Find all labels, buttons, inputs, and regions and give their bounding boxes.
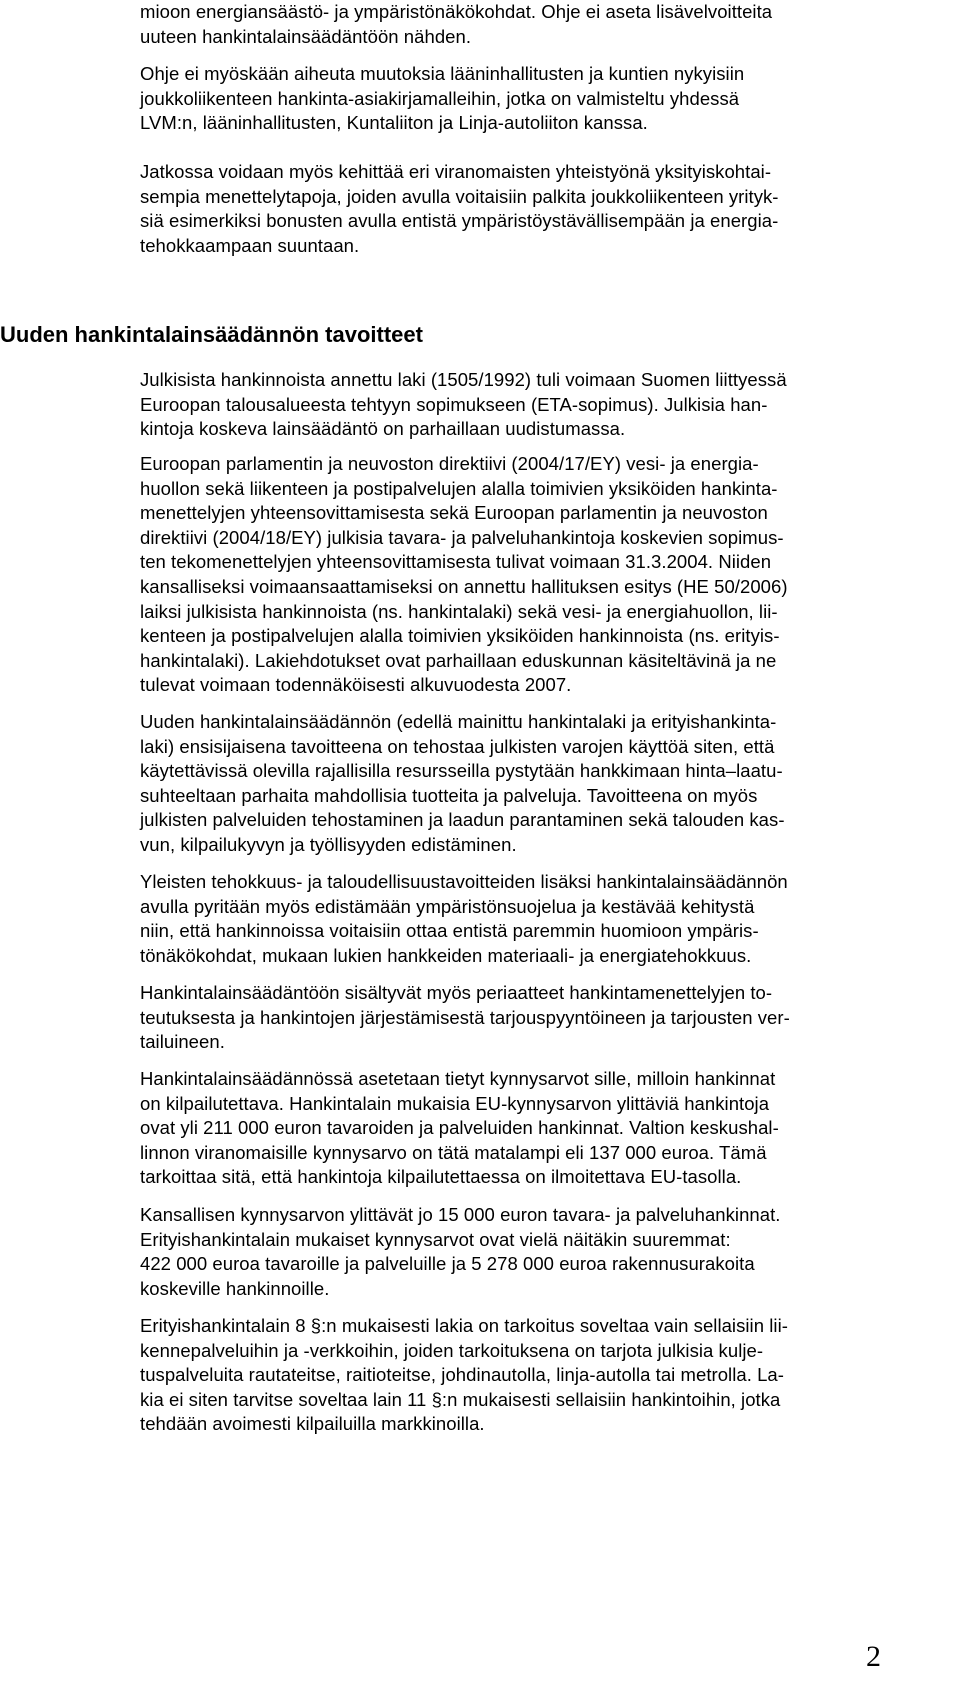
text-line: kansalliseksi voimaansaattamiseksi on annettu hallituksen esitys (HE 50/2006) xyxy=(140,575,788,597)
text-line: teutuksesta ja hankintojen järjestämisestä tarjouspyyntöineen ja tarjousten ver- xyxy=(140,1006,790,1028)
text-line: tailuineen. xyxy=(140,1031,225,1053)
text-line: direktiivi (2004/18/EY) julkisia tavara- ja palveluhankintoja koskevien sopimus- xyxy=(140,526,784,548)
text-line: 422 000 euroa tavaroille ja palveluille ja 5 278 000 euroa rakennusurakoita xyxy=(140,1253,755,1275)
paragraph-special-procurement-act xyxy=(140,1314,885,1437)
text-line: Uuden hankintalainsäädännön (edellä mainittu hankintalaki ja erityishankinta- xyxy=(140,711,777,732)
text-line: on kilpailutettava. Hankintalain mukaisia EU-kynnysarvon ylittäviä hankintoja xyxy=(140,1092,770,1114)
paragraph-procurement-act xyxy=(140,368,885,442)
text-line: niin, että hankinnoissa voitaisiin ottaa entistä paremmin huomioon ympäris- xyxy=(140,920,759,942)
text-line: linnon viranomaisille kynnysarvo on tätä matalampi eli 137 000 euroa. Tämä xyxy=(140,1141,767,1163)
text-line: Jatkossa voidaan myös kehittää eri viranomaisten yhteistyönä yksityiskohtai- xyxy=(140,161,772,182)
text-line: ovat yli 211 000 euron tavaroiden ja palveluiden hankinnat. Valtion keskushal- xyxy=(140,1117,779,1139)
text-line: LVM:n, lääninhallitusten, Kuntaliiton ja Linja-autoliiton kanssa. xyxy=(140,112,648,134)
text-line: Ohje ei myöskään aiheuta muutoksia lääninhallitusten ja kuntien nykyisiin xyxy=(140,63,745,84)
text-line: mioon energiansäästö- ja ympäristönäkökohdat. Ohje ei aseta lisävelvoitteita xyxy=(140,1,773,22)
text-line: Kansallisen kynnysarvon ylittävät jo 15 000 euron tavara- ja palveluhankinnat. xyxy=(140,1204,781,1225)
paragraph-future-cooperation xyxy=(140,160,885,258)
text-line: julkisten palveluiden tehostaminen ja laadun parantaminen sekä talouden kas- xyxy=(140,809,785,831)
text-line: koskeville hankinnoille. xyxy=(140,1277,330,1299)
text-line: tönäkökohdat, mukaan lukien hankkeiden materiaali- ja energiatehokkuus. xyxy=(140,944,752,966)
text-line: kennepalveluihin ja -verkkoihin, joiden tarkoituksena on tarjota julkisia kulje- xyxy=(140,1339,764,1361)
text-line: tarkoittaa sitä, että hankintoja kilpailutettaessa on ilmoitettava EU-tasolla. xyxy=(140,1166,742,1188)
text-line: Euroopan parlamentin ja neuvoston direktiivi (2004/17/EY) vesi- ja energia- xyxy=(140,453,759,474)
page-number: 2 xyxy=(866,1640,881,1673)
text-line: menettelyjen yhteensovittamisesta sekä Euroopan parlamentin ja neuvoston xyxy=(140,502,768,524)
text-line: käytettävissä olevilla rajallisilla resursseilla pystytään hankkimaan hinta–laatu- xyxy=(140,760,783,782)
text-line: siä esimerkiksi bonusten avulla entistä ympäristöystävällisempään ja energia- xyxy=(140,210,779,232)
text-line: Julkisista hankinnoista annettu laki (1505/1992) tuli voimaan Suomen liittyessä xyxy=(140,369,787,390)
text-line: hankintalaki). Lakiehdotukset ovat parhaillaan eduskunnan käsiteltävinä ja ne xyxy=(140,649,777,671)
paragraph-eu-thresholds xyxy=(140,1067,885,1190)
text-line: joukkoliikenteen hankinta-asiakirjamalleihin, jotka on valmisteltu yhdessä xyxy=(140,87,740,109)
text-line: ten tekomenettelyjen yhteensovittamisesta tulivat voimaan 31.3.2004. Niiden xyxy=(140,551,772,573)
text-line: vun, kilpailukyvyn ja työllisyyden edistäminen. xyxy=(140,833,517,855)
paragraph-environmental-goals xyxy=(140,870,885,968)
text-line: tulevat voimaan todennäköisesti alkuvuodesta 2007. xyxy=(140,674,572,696)
text-line: kenteen ja postipalvelujen alalla toimivien yksiköiden hankinnoista (ns. erityis- xyxy=(140,625,780,647)
text-line: avulla pyritään myös edistämään ympäristönsuojelua ja kestävää kehitystä xyxy=(140,895,755,917)
text-line: Erityishankintalain mukaiset kynnysarvot ovat vielä näitäkin suuremmat: xyxy=(140,1228,731,1250)
text-line: tehokkaampaan suuntaan. xyxy=(140,234,360,256)
text-line: huollon sekä liikenteen ja postipalvelujen alalla toimivien yksiköiden hankinta- xyxy=(140,477,778,499)
text-line: kintoja koskeva lainsäädäntö on parhaillaan uudistumassa. xyxy=(140,418,626,440)
text-line: Yleisten tehokkuus- ja taloudellisuustavoitteiden lisäksi hankintalainsäädännön xyxy=(140,871,788,892)
paragraph-eu-directives xyxy=(140,452,885,698)
text-line: laki) ensisijaisena tavoitteena on tehostaa julkisten varojen käyttöä siten, että xyxy=(140,735,775,757)
text-line: tehdään avoimesti kilpailuilla markkinoilla. xyxy=(140,1413,485,1435)
paragraph-legislation-goals xyxy=(140,710,885,858)
text-line: Hankintalainsäädännössä asetetaan tietyt kynnysarvot sille, milloin hankinnat xyxy=(140,1068,776,1089)
text-line: Erityishankintalain 8 §:n mukaisesti lakia on tarkoitus soveltaa vain sellaisiin lii- xyxy=(140,1315,788,1336)
text-line: Hankintalainsäädäntöön sisältyvät myös periaatteet hankintamenettelyjen to- xyxy=(140,982,773,1003)
text-line: uuteen hankintalainsäädäntöön nähden. xyxy=(140,25,472,47)
paragraph-procurement-templates xyxy=(140,62,885,136)
text-line: Euroopan talousalueesta tehtyyn sopimukseen (ETA-sopimus). Julkisia han- xyxy=(140,393,768,415)
section-heading: Uuden hankintalainsäädännön tavoitteet xyxy=(0,322,423,347)
text-line: tuspalveluita rautateitse, raitioteitse, johdinautolla, linja-autolla tai metrolla. La- xyxy=(140,1364,784,1386)
paragraph-energy-aspects xyxy=(140,0,885,49)
text-line: suhteeltaan parhaita mahdollisia tuotteita ja palveluja. Tavoitteena on myös xyxy=(140,784,758,806)
text-line: sempia menettelytapoja, joiden avulla voitaisiin palkita joukkoliikenteen yrityk- xyxy=(140,185,779,207)
paragraph-procurement-principles xyxy=(140,981,885,1055)
paragraph-national-thresholds xyxy=(140,1203,885,1301)
text-line: laiksi julkisista hankinnoista (ns. hankintalaki) sekä vesi- ja energiahuollon, lii- xyxy=(140,600,778,622)
text-line: kia ei siten tarvitse soveltaa lain 11 §:n mukaisesti sellaisiin hankintoihin, jotka xyxy=(140,1388,781,1410)
